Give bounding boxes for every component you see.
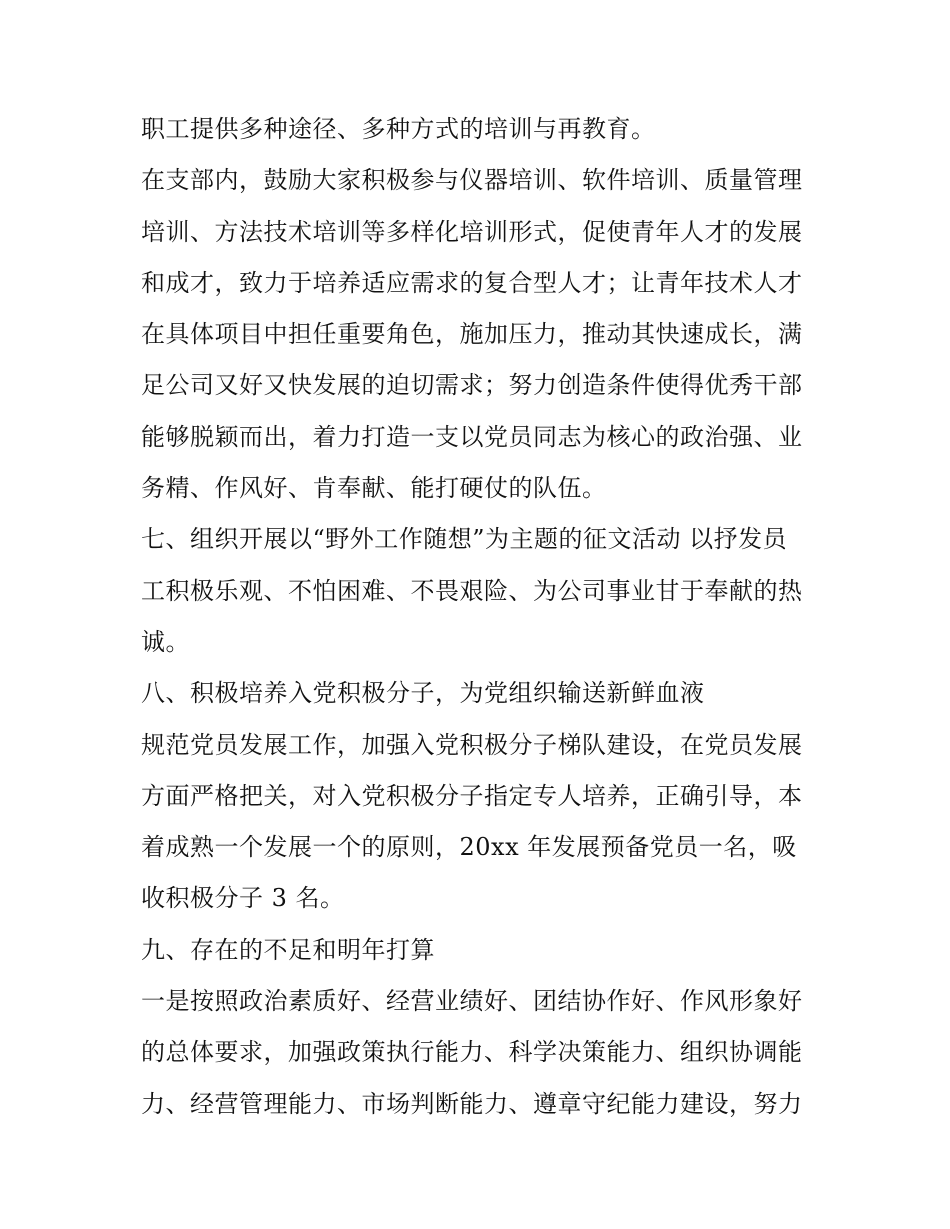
text-line: 工积极乐观、不怕困难、不畏艰险、为公司事业甘于奉献的热 (141, 576, 803, 605)
text-line: 诚。 (141, 627, 190, 656)
text-line: 在具体项目中担任重要角色，施加压力，推动其快速成长，满 (141, 320, 803, 349)
text-line: 培训、方法技术培训等多样化培训形式，促使青年人才的发展 (141, 217, 803, 246)
document-body (141, 104, 821, 1130)
text-line: 在支部内，鼓励大家积极参与仪器培训、软件培训、质量管理 (141, 166, 803, 195)
section-heading: 九、存在的不足和明年打算 (141, 935, 435, 964)
section-heading: 八、积极培养入党积极分子，为党组织输送新鲜血液 (141, 679, 705, 708)
text-line: 和成才，致力于培养适应需求的复合型人才；让青年技术人才 (141, 268, 803, 297)
text-line: 规范党员发展工作，加强入党积极分子梯队建设，在党员发展 (141, 730, 803, 759)
text-line: 方面严格把关，对入党积极分子指定专人培养，正确引导，本 (141, 781, 803, 810)
text-line: 一是按照政治素质好、经营业绩好、团结协作好、作风形象好 (141, 987, 803, 1016)
text-line: 足公司又好又快发展的迫切需求；努力创造条件使得优秀干部 (141, 371, 803, 400)
text-line: 的总体要求，加强政策执行能力、科学决策能力、组织协调能 (141, 1038, 803, 1067)
text-line: 力、经营管理能力、市场判断能力、遵章守纪能力建设，努力 (141, 1089, 803, 1118)
section-heading: 七、组织开展以“野外工作随想”为主题的征文活动 以抒发员 (141, 525, 788, 554)
text-line: 务精、作风好、肯奉献、能打硬仗的队伍。 (141, 474, 607, 503)
text-line: 能够脱颖而出，着力打造一支以党员同志为核心的政治强、业 (141, 422, 803, 451)
text-line: 职工提供多种途径、多种方式的培训与再教育。 (141, 115, 656, 143)
text-line: 着成熟一个发展一个的原则，20xx 年发展预备党员一名，吸 (141, 833, 797, 862)
text-line: 收积极分子 3 名。 (141, 884, 345, 913)
